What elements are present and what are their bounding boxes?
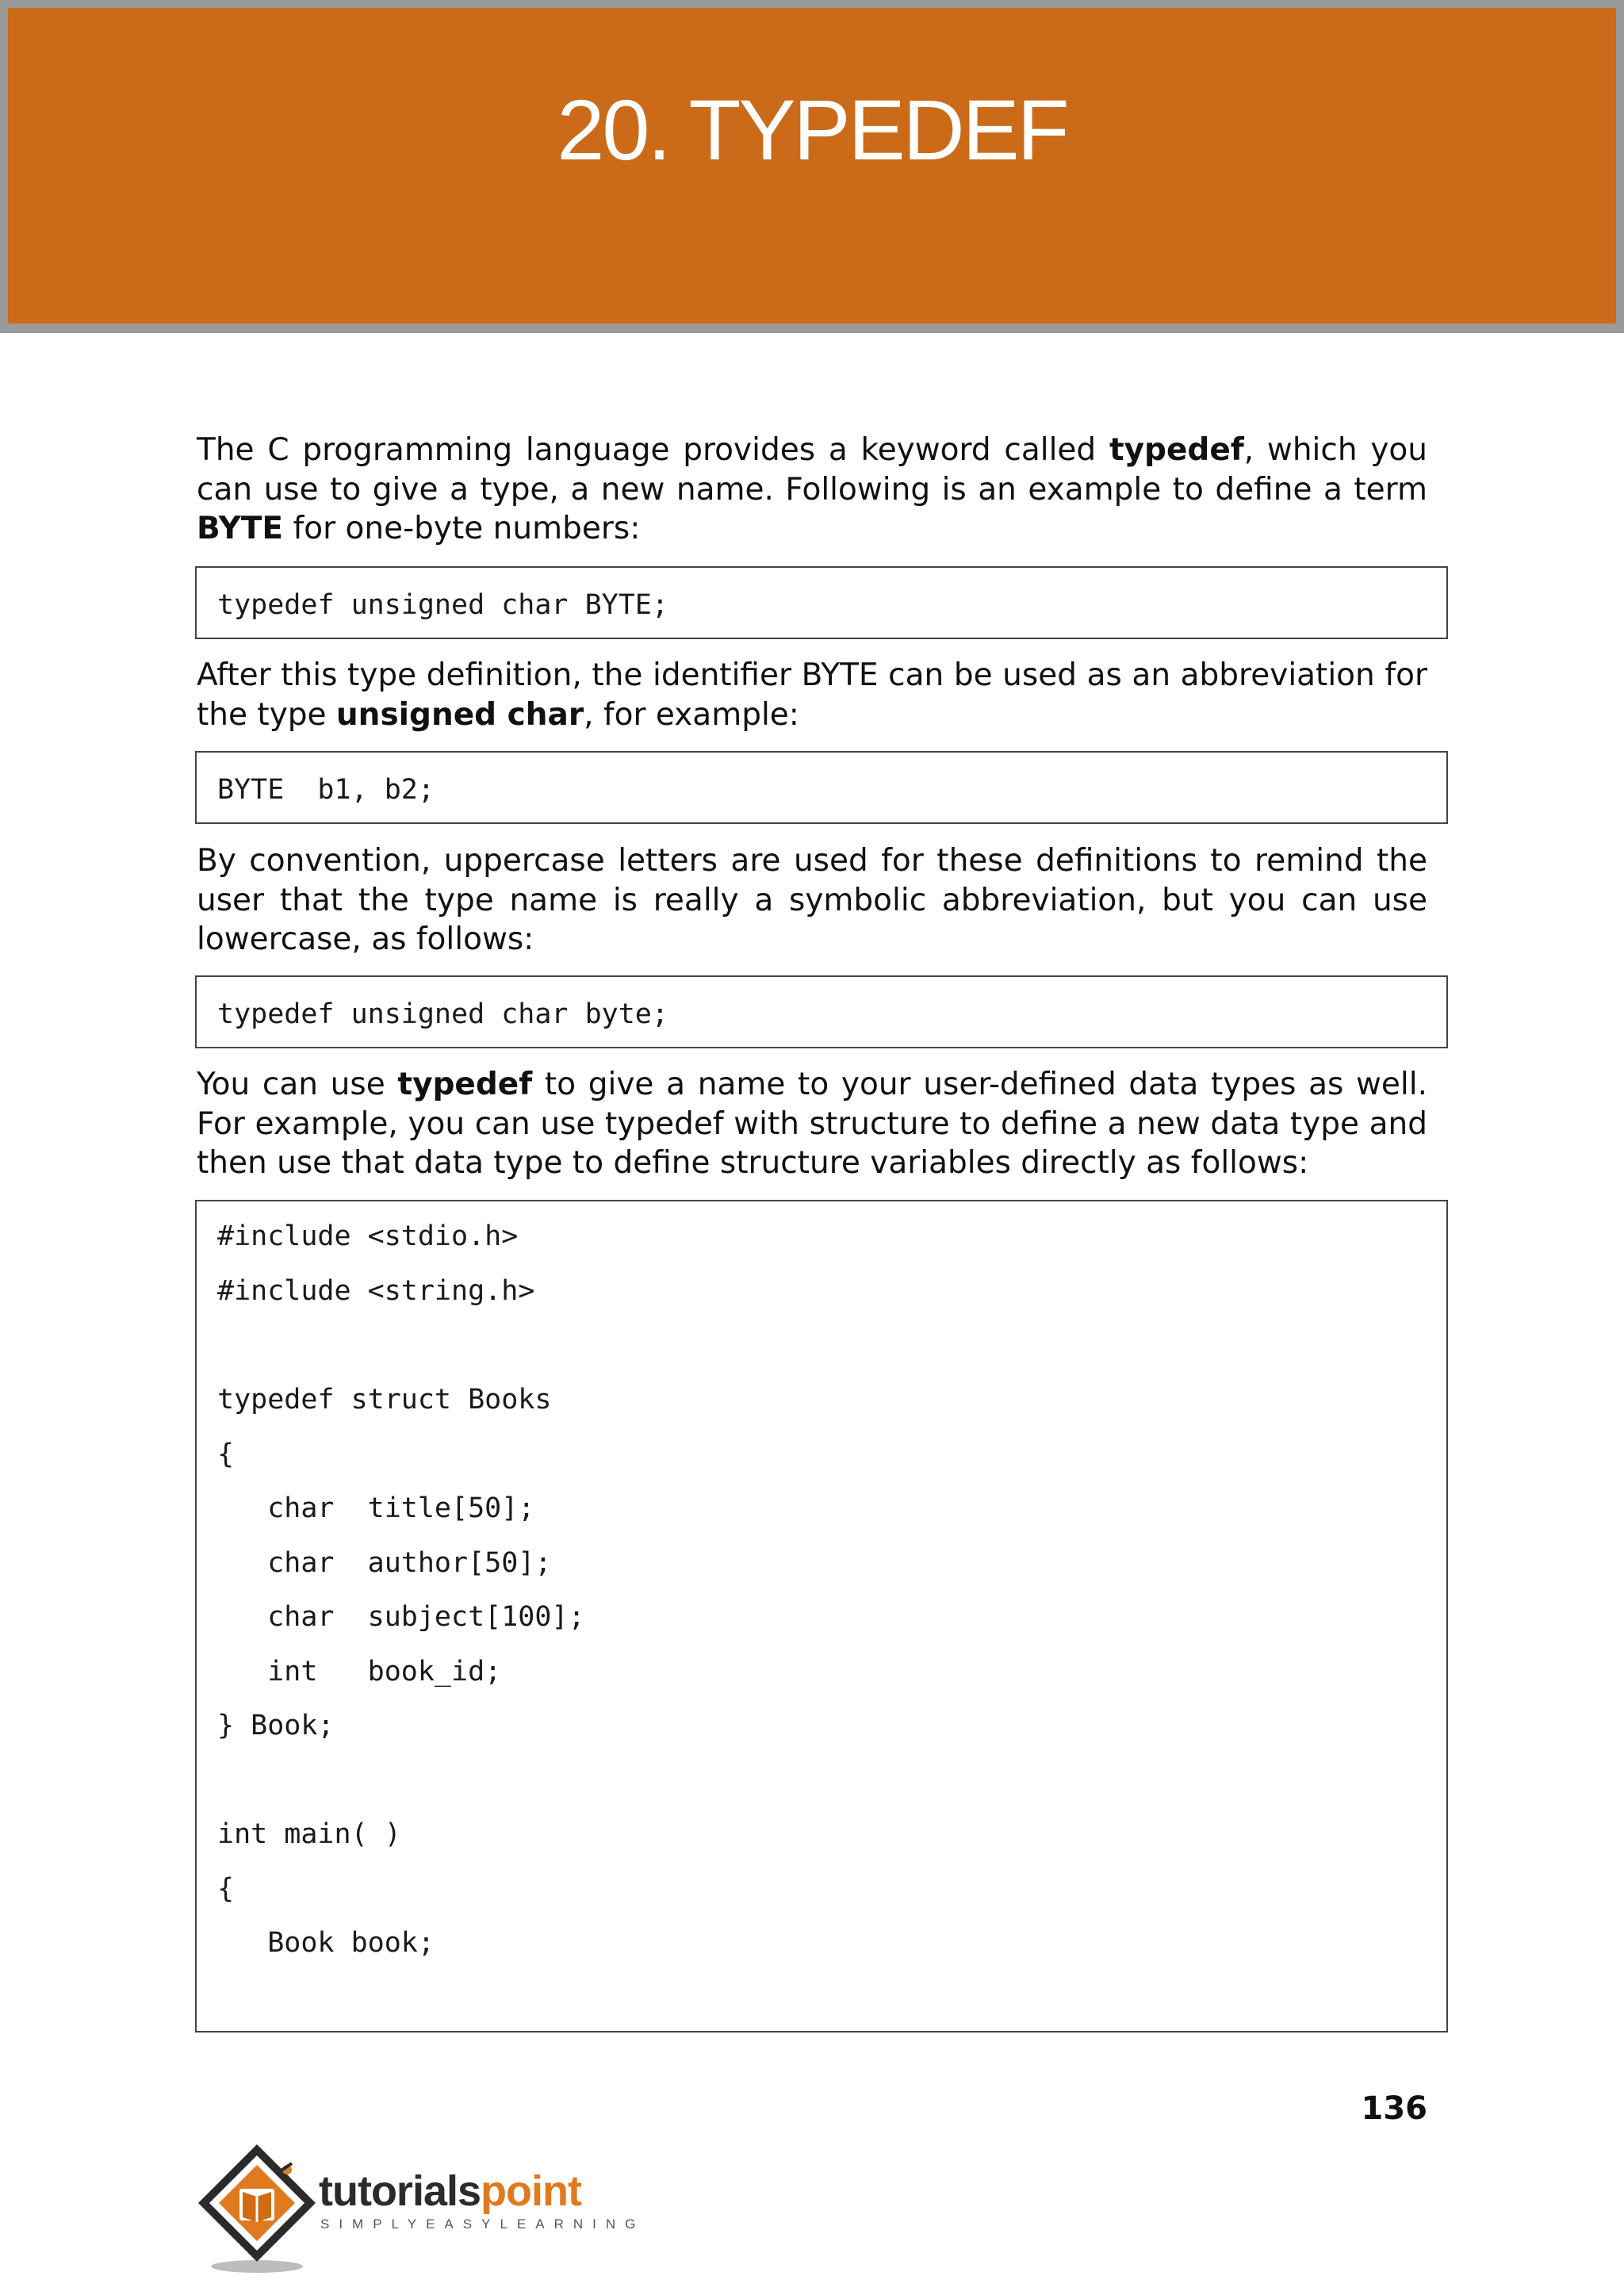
code-line: typedef struct Books [217, 1384, 552, 1416]
intro-paragraph: The C programming language provides a keyword called typedef, which you can use to give a type, a new name. Following is an example to define a term BYTE for one-byte numbers: [197, 432, 1427, 546]
code-block-struct-example [195, 1200, 1448, 2033]
chapter-banner [0, 0, 1624, 333]
code-line: Book book; [217, 1927, 435, 1959]
code-line: typedef unsigned char byte; [217, 998, 668, 1030]
code-line: char subject[100]; [217, 1601, 585, 1633]
struct-typedef-paragraph: You can use typedef to give a name to your user-defined data types as well. For example, you can use typedef with structure to define a new data type and then use that data type to define structure variables directly as follows: [197, 1067, 1427, 1181]
code-line: #include <string.h> [217, 1275, 535, 1307]
code-block-lowercase-typedef [195, 975, 1448, 1048]
chapter-title: 20. TYPEDEF [557, 82, 1067, 178]
logo-wordmark: tutorialspoint [319, 2167, 581, 2215]
tutorialspoint-logo [193, 2141, 645, 2276]
code-block-byte-variables [195, 751, 1448, 824]
code-line: char title[50]; [217, 1492, 535, 1524]
code-block-byte-typedef [195, 566, 1448, 639]
code-line: } Book; [217, 1710, 335, 1741]
code-line: { [217, 1873, 235, 1905]
code-line: typedef unsigned char BYTE; [217, 589, 668, 621]
typedef-usage-paragraph: After this type definition, the identifier BYTE can be used as an abbreviation for the type unsigned char, for example: [197, 657, 1427, 733]
logo-diamond-icon [193, 2141, 320, 2276]
convention-paragraph: By convention, uppercase letters are used for these definitions to remind the user that the type name is really a symbolic abbreviation, but you can use lowercase, as follows: [197, 843, 1427, 957]
code-line: int book_id; [217, 1656, 502, 1688]
code-line: { [217, 1439, 235, 1470]
code-line: #include <stdio.h> [217, 1220, 519, 1252]
logo-tagline: SIMPLYEASYLEARNING [320, 2216, 645, 2232]
code-line: BYTE b1, b2; [217, 774, 435, 806]
page-number: 136 [1361, 2090, 1427, 2127]
code-line: char author[50]; [217, 1547, 552, 1579]
code-line: int main( ) [217, 1818, 401, 1850]
